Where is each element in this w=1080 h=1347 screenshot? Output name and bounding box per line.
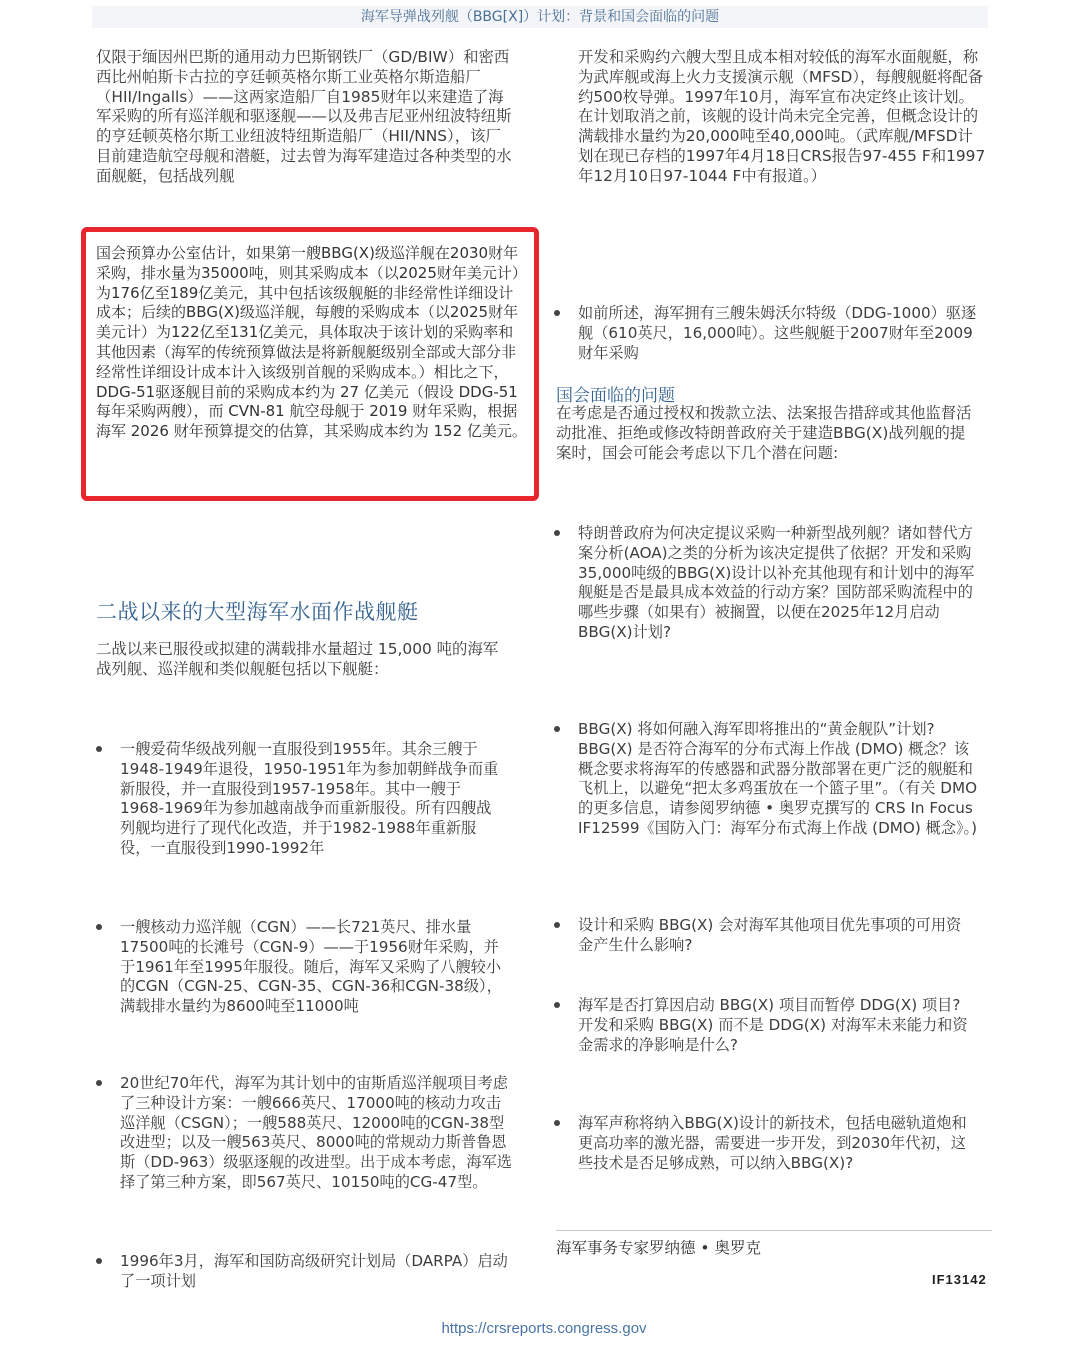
list-item: 1996年3月，海军和国防高级研究计划局（DARPA）启动了一项计划 bbox=[120, 1252, 510, 1292]
list-item: 20世纪70年代，海军为其计划中的宙斯盾巡洋舰项目考虑了三种设计方案：一艘666英尺、17000吨的核动力攻击巡洋舰（CSGN）；一艘588英尺、12000吨的CGN-38型改进型；以及一艘563英尺、8000吨的常规动力斯普鲁恩斯（DD-963）级驱逐舰的改进型。出于成本考虑，海军选择了第三种方案，即567英尺、10150吨的CG-47型。 bbox=[120, 1074, 516, 1193]
bullet-icon bbox=[554, 310, 560, 316]
bullet-icon bbox=[554, 922, 560, 928]
arsenal-ship-paragraph: 开发和采购约六艘大型且成本相对较低的海军水面舰艇，称为武库舰或海上火力支援演示舰（MFSD），每艘舰艇将配备约500枚导弹。1997年10月，海军宣布决定终止该计划。在计划取消之前，该舰的设计尚未完全完善，但概念设计的满载排水量约为20,000吨至40,000吨。（武库舰/MFSD计划在现已存档的1997年4月18日CRS报告97-455 F和1997年12月10日97-1044 F中有报道。） bbox=[578, 48, 986, 185]
list-item: 一艘爱荷华级战列舰一直服役到1955年。其余三艘于1948-1949年退役，1950-1951年为参加朝鲜战争而重新服役，并一直服役到1957-1958年。其中一艘于1968-1969年为参加越南战争而重新服役。所有四艘战列舰均进行了现代化改造，并于1982-1988年重新服役，一直服役到1990-1992年 bbox=[120, 740, 500, 859]
bullet-icon bbox=[96, 1258, 102, 1264]
author-credit: 海军事务专家罗纳德 • 奥罗克 bbox=[556, 1239, 761, 1257]
divider bbox=[556, 1230, 992, 1231]
page-header bbox=[92, 6, 988, 28]
section-intro: 二战以来已服役或拟建的满载排水量超过 15,000 吨的海军战列舰、巡洋舰和类似舰艇包括以下舰艇： bbox=[96, 640, 499, 678]
bullet-icon bbox=[96, 746, 102, 752]
report-title: 海军导弹战列舰（BBG[X]）计划：背景和国会面临的问题 bbox=[360, 9, 720, 25]
section-title-large-combatants: 二战以来的大型海军水面作战舰艇 bbox=[96, 600, 419, 624]
list-item: 海军是否打算因启动 BBG(X) 项目而暂停 DDG(X) 项目? 开发和采购 BBG(X) 而不是 DDG(X) 对海军未来能力和资金需求的净影响是什么? bbox=[578, 996, 974, 1055]
bullet-icon bbox=[554, 1120, 560, 1126]
bullet-icon bbox=[554, 530, 560, 536]
bullet-icon bbox=[554, 1002, 560, 1008]
list-item: 设计和采购 BBG(X) 会对海军其他项目优先事项的可用资金产生什么影响? bbox=[578, 916, 968, 956]
bullet-icon bbox=[554, 726, 560, 732]
bullet-icon bbox=[96, 1080, 102, 1086]
list-item: 海军声称将纳入BBG(X)设计的新技术，包括电磁轨道炮和更高功率的激光器，需要进一步开发，到2030年代初，这些技术是否足够成熟，可以纳入BBG(X)? bbox=[578, 1114, 978, 1173]
list-item: 一艘核动力巡洋舰（CGN）——长721英尺、排水量17500吨的长滩号（CGN-9）——于1956财年采购，并于1961年至1995年服役。随后，海军又采购了八艘较小的CGN（CGN-25、CGN-35、CGN-36和CGN-38级），满载排水量约为8600吨至11000吨 bbox=[120, 918, 506, 1017]
issues-intro: 在考虑是否通过授权和拨款立法、法案报告措辞或其他监督活动批准、拒绝或修改特朗普政府关于建造BBG(X)战列舰的提案时，国会可能会考虑以下几个潜在问题: bbox=[556, 404, 972, 462]
footer-link[interactable]: https://crsreports.congress.gov bbox=[441, 1320, 647, 1337]
cbo-cost-estimate-paragraph: 国会预算办公室估计，如果第一艘BBG(X)级巡洋舰在2030财年采购，排水量为35000吨，则其采购成本（以2025财年美元计）为176亿至189亿美元，其中包括该级舰艇的非经常性详细设计成本；后续的BBG(X)级巡洋舰，每艘的采购成本（以2025财年美元计）为122亿至131亿美元，具体取决于该计划的采购率和其他因素（海军的传统预算做法是将新舰艇级别全部或大部分非经常性详细设计成本计入该级别首舰的采购成本。）相比之下，DDG-51驱逐舰目前的采购成本约为 27 亿美元（假设 DDG-51 每年采购两艘），而 CVN-81 航空母舰于 2019 财年采购，根据海军 2026 财年预算提交的估算，其采购成本约为 152 亿美元。 bbox=[96, 244, 527, 441]
list-item: BBG(X) 将如何融入海军即将推出的“黄金舰队”计划? BBG(X) 是否符合海军的分布式海上作战 (DMO) 概念？该概念要求将海军的传感器和武器分散部署在更广泛的舰艇和飞机上，以避免“把太多鸡蛋放在一个篮子里”。（有关 DMO 的更多信息，请参阅罗纳德 • 奥罗克撰写的 CRS In Focus IF12599《国防入门：海军分布式海上作战 (DMO) 概念》。) bbox=[578, 720, 978, 839]
shipyards-paragraph: 仅限于缅因州巴斯的通用动力巴斯钢铁厂（GD/BIW）和密西西比州帕斯卡古拉的亨廷顿英格尔斯工业英格尔斯造船厂（HII/Ingalls）——这两家造船厂自1985财年以来建造了海军采购的所有巡洋舰和驱逐舰——以及弗吉尼亚州纽波特纽斯的亨廷顿英格尔斯工业纽波特纽斯造船厂（HII/NNS），该厂目前建造航空母舰和潜艇，过去曾为海军建造过各种类型的水面舰艇，包括战列舰 bbox=[96, 48, 512, 185]
section-title-issues: 国会面临的问题 bbox=[556, 386, 675, 406]
bullet-icon bbox=[96, 924, 102, 930]
list-item: 特朗普政府为何决定提议采购一种新型战列舰？诸如替代方案分析(AOA)之类的分析为该决定提供了依据？开发和采购35,000吨级的BBG(X)设计以补充其他现有和计划中的海军舰艇是否是最具成本效益的行动方案？国防部采购流程中的哪些步骤（如果有）被搁置，以便在2025年12月启动BBG(X)计划? bbox=[578, 524, 986, 643]
report-id: IF13142 bbox=[932, 1272, 987, 1287]
list-item: 如前所述，海军拥有三艘朱姆沃尔特级（DDG-1000）驱逐舰（610英尺，16,000吨）。这些舰艇于2007财年至2009财年采购 bbox=[578, 304, 978, 363]
